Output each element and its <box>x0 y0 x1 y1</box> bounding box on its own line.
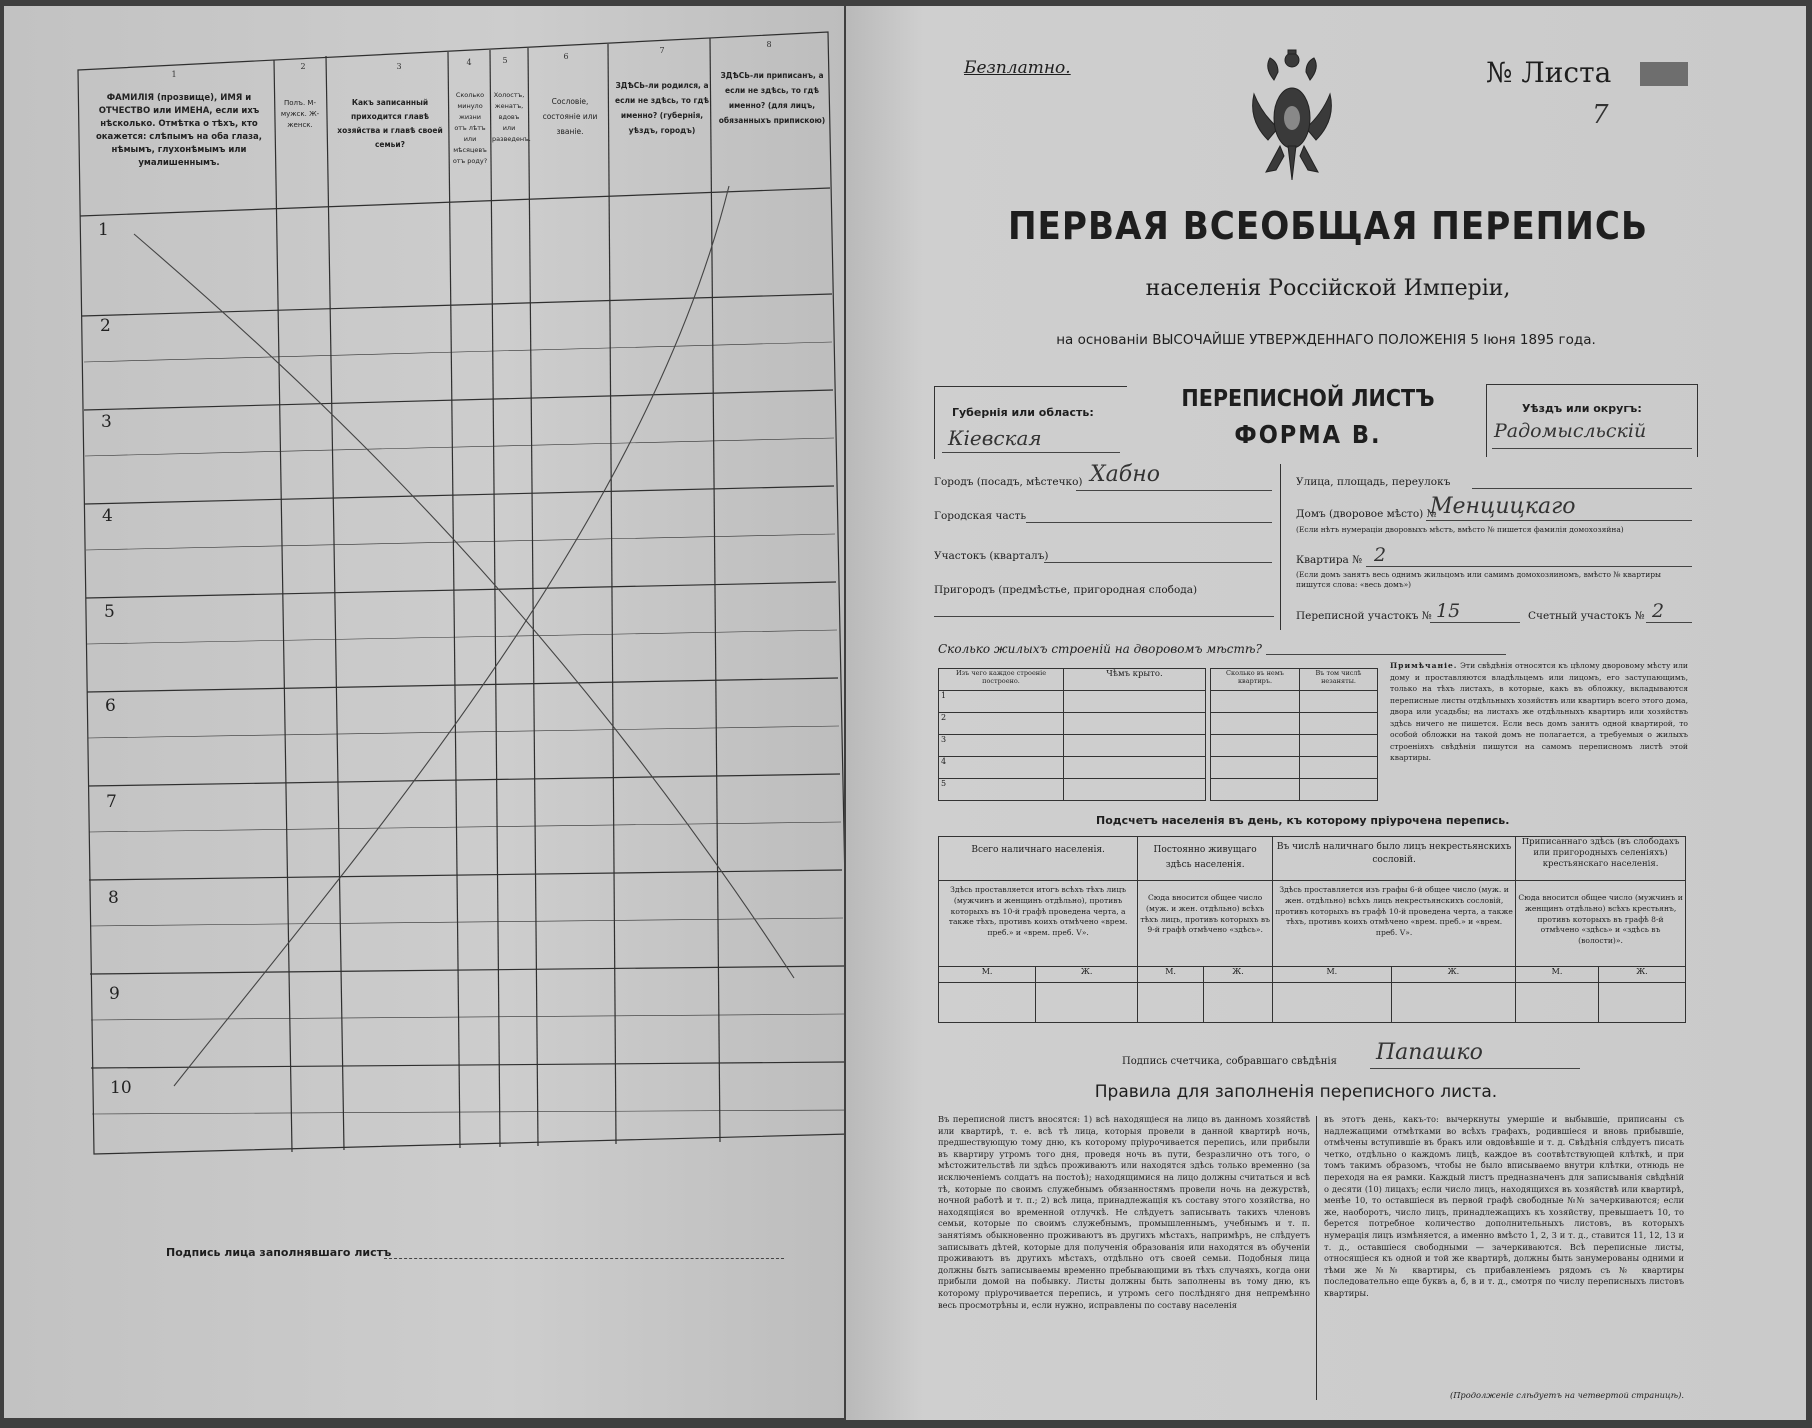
filler-signature-label: Подпись лица заполнявшаго листъ <box>166 1246 392 1259</box>
buildings-cell <box>1211 735 1300 757</box>
form-subtitle: ФОРМА В. <box>1234 420 1382 449</box>
sheet-number-label: № Листа <box>1486 56 1612 89</box>
row-number: 9 <box>109 984 120 1004</box>
house-value: Менцицкаго <box>1430 494 1576 519</box>
buildings-row-number: 1 <box>939 691 1064 713</box>
count-cell <box>939 983 1036 1023</box>
row-number: 3 <box>101 412 112 432</box>
note-label: Примѣчаніе. <box>1390 661 1458 670</box>
count-cell <box>1391 983 1516 1023</box>
address-divider <box>1280 464 1281 630</box>
count-header-non-peasant: Въ числѣ наличнаго было лицъ некрестьянскихъ сословій. <box>1273 837 1516 881</box>
count-header-peasant: Приписаннаго здѣсь (въ слободахъ или пригородныхъ селеніяхъ) крестьянскаго населенія. <box>1516 837 1686 881</box>
count-cell <box>1138 983 1204 1023</box>
buildings-row-number: 3 <box>939 735 1064 757</box>
rules-continued: (Продолженіе слѣдуетъ на четвертой страницѣ). <box>1449 1390 1684 1400</box>
count-district-line <box>1646 622 1692 623</box>
buildings-cell <box>1300 779 1378 801</box>
column-number: 8 <box>766 40 772 49</box>
city-value: Хабно <box>1090 462 1160 487</box>
column-header-marital: Холостъ, женатъ, вдовъ или разведенъ. <box>492 91 531 143</box>
guberniya-line <box>942 452 1120 453</box>
street-label: Улица, площадь, переулокъ <box>1296 476 1451 488</box>
count-header-total: Всего наличнаго населенія. <box>939 837 1138 881</box>
counter-signature-line <box>1370 1068 1580 1069</box>
street-line <box>1472 488 1692 489</box>
census-subtitle: населенія Россійской Имперіи, <box>1145 276 1511 301</box>
column-number: 4 <box>466 58 472 67</box>
census-title: ПЕРВАЯ ВСЕОБЩАЯ ПЕРЕПИСЬ <box>1007 204 1649 248</box>
column-header-registered: ЗДѢСЬ-ли приписанъ, а если не здѣсь, то гдѣ именно? (для лицъ, обязанныхъ припискою) <box>718 71 826 125</box>
form-title: ПЕРЕПИСНОЙ ЛИСТЪ <box>1181 386 1435 412</box>
column-header-relation: Какъ записанный приходится главѣ хозяйства и главѣ своей семьи? <box>337 98 443 149</box>
buildings-table-left <box>938 668 1206 801</box>
guberniya-value: Кіевская <box>948 426 1042 450</box>
census-district-value: 15 <box>1436 600 1461 622</box>
buildings-question: Сколько жилыхъ строеній на дворовомъ мѣстѣ? <box>938 642 1262 656</box>
rules-divider <box>1316 1116 1317 1400</box>
row-number: 5 <box>104 602 115 622</box>
female-label: Ж. <box>1036 967 1138 983</box>
row-number: 8 <box>108 888 119 908</box>
count-desc-non-peasant: Здѣсь проставляется изъ графы 6-й общее число (муж. и жен. отдѣльно) всѣхъ лицъ некрестьянскихъ сословій, противъ которыхъ въ графѣ 10-й проведена черта, а также тѣхъ, противъ коихъ отмѣчено «врем. преб.» и «врем. преб. V». <box>1273 881 1516 967</box>
male-label: М. <box>1138 967 1204 983</box>
column-number: 7 <box>659 46 665 55</box>
house-label: Домъ (дворовое мѣсто) № <box>1296 508 1437 520</box>
column-number: 2 <box>300 62 306 71</box>
row-number: 6 <box>105 696 116 716</box>
buildings-cell <box>1064 779 1206 801</box>
uezd-value: Радомысльскій <box>1494 420 1647 442</box>
census-grid <box>4 6 844 1418</box>
buildings-row-number: 2 <box>939 713 1064 735</box>
buildings-row-number: 4 <box>939 757 1064 779</box>
buildings-cell <box>1211 757 1300 779</box>
column-header-birthplace: ЗДѢСЬ-ли родился, а если не здѣсь, то гдѣ именно? (губернія, уѣздъ, городъ) <box>615 81 709 135</box>
count-cell <box>1036 983 1138 1023</box>
district-line <box>1044 562 1272 563</box>
city-label: Городъ (посадъ, мѣстечко) <box>934 476 1083 488</box>
row-number: 2 <box>100 316 111 336</box>
count-header-permanent: Постоянно живущаго здѣсь населенія. <box>1138 837 1273 881</box>
female-label: Ж. <box>1203 967 1272 983</box>
suburb-line <box>934 616 1274 617</box>
buildings-cell <box>1211 691 1300 713</box>
column-header-age: Сколько минуло жизни отъ лѣтъ или мѣсяцевъ отъ роду? <box>452 91 488 165</box>
apartment-value: 2 <box>1374 544 1387 566</box>
column-number: 6 <box>563 52 569 61</box>
rules-column-1: Въ переписной листъ вносятся: 1) всѣ находящіеся на лицо въ данномъ хозяйствѣ или квартирѣ, т. е. всѣ тѣ лица, которыя провели в данной квартирѣ ночь, предшествующую тому дню, къ которому пріурочивается перепись, или прибыли въ квартиру утромъ того дня, проведя ночь въ пути, безразлично отъ того, о мѣстожительствѣ ли здѣсь проживаютъ или находятся здѣсь только временно (за исключеніемъ солдатъ на постоѣ); находящимися на лицо должны считаться и всѣ тѣ, которые по своимъ служебнымъ обязанностямъ провели ночь на дежурствѣ, ночной работѣ и т. п.; 2) всѣ лица, принадлежащія къ составу этого хозяйства, но находящіяся во временной отлучкѣ. Не слѣдуетъ записывать такихъ членовъ семьи, которые по своимъ служебнымъ, промышленнымъ, учебнымъ и т. п. занятіямъ обыкновенно проживаютъ въ другихъ мѣстахъ, напримѣръ, не слѣдуетъ записывать дѣтей, которые для полученія образованія или находятся въ обученіи проживаютъ въ другихъ мѣстахъ, отдѣльно отъ своей семьи. Подобныя лица должны быть записываемы временно пребывающими въ тѣхъ случаяхъ, когда они прибыли домой на побывку. Листы должны быть заполнены въ тому дню, къ которому пріурочивается перепись, и утромъ сего послѣдняго дня непремѣнно весь просмотрѣны и, если нужно, исправлены по составу населенія <box>938 1114 1310 1310</box>
column-header-sex: Полъ. М-мужск. Ж-женск. <box>280 99 320 129</box>
count-title: Подсчетъ населенія въ день, къ которому пріурочена перепись. <box>1096 814 1510 827</box>
column-number: 5 <box>502 56 508 65</box>
female-label: Ж. <box>1391 967 1516 983</box>
row-number: 10 <box>110 1078 132 1098</box>
buildings-question-line <box>1266 654 1506 655</box>
guberniya-label: Губернія или область: <box>952 406 1094 419</box>
free-label: Безплатно. <box>964 58 1071 78</box>
column-header-name: ФАМИЛІЯ (прозвище), ИМЯ и ОТЧЕСТВО или ИМЕНА, если ихъ нѣсколько. Отмѣтка о тѣхъ, кто окажется: слѣпымъ на оба глаза, нѣмымъ, глухонѣмымъ или умалишеннымъ. <box>95 93 263 168</box>
rules-column-2: въ этотъ день, какъ-то: вычеркнуты умершіе и выбывшіе, приписаны съ надлежащими отмѣтками во всѣхъ графахъ, родившіеся и вновь прибывшіе, отмѣчены вступившіе въ бракъ или овдовѣвшіе и т. д. Свѣдѣнія слѣдуетъ писать четко, отдѣльно о каждомъ лицѣ, каждое въ соотвѣтствующей клѣткѣ, и при томъ такимъ образомъ, чтобы не было вписываемо внутри клѣтки, отнюдь не переходя на ея рамки. Каждый листъ предназначенъ для записыванія свѣдѣній о десяти (10) лицахъ; если число лицъ, находящихся въ хозяйствѣ или квартирѣ, менѣе 10, то оставшіеся въ первой графѣ свободные №№ зачеркиваются; если же, наоборотъ, число лицъ, принадлежащихъ къ хозяйству, превышаетъ 10, то берется потребное количество дополнительныхъ листовъ, въ которыхъ нумерація лицъ измѣняется, а именно вмѣсто 1, 2, 3 и т. д., ставится 11, 12, 13 и т. д., оставшіеся свободными — зачеркиваются. Всѣ переписные листы, относящіеся къ одной и той же квартирѣ, должны быть занумерованы одними и тѣми же №№ квартиры, съ прибавленіемъ рядомъ съ № квартиры последовательно еще буквъ а, б, в и т. д., смотря по числу переписныхъ листовъ квартиры. <box>1324 1114 1684 1298</box>
rules-title: Правила для заполненія переписного листа. <box>1094 1082 1498 1102</box>
imperial-eagle-emblem <box>1244 46 1340 186</box>
suburb-label: Пригородъ (предмѣстье, пригородная слобода) <box>934 584 1198 596</box>
filler-signature-line <box>384 1258 784 1259</box>
male-label: М. <box>1273 967 1392 983</box>
column-header-estate: Сословіе, состояніе или званіе. <box>542 97 598 136</box>
uezd-line <box>1492 448 1692 449</box>
buildings-header: Въ том числѣ незаняты. <box>1300 669 1378 691</box>
counter-signature-value: Папашко <box>1376 1040 1483 1065</box>
buildings-cell <box>1211 779 1300 801</box>
count-cell <box>1598 983 1685 1023</box>
city-part-line <box>1026 522 1272 523</box>
row-number: 1 <box>98 220 109 240</box>
buildings-cell <box>1300 757 1378 779</box>
census-basis: на основаніи ВЫСОЧАЙШЕ УТВЕРЖДЕННАГО ПОЛОЖЕНІЯ 5 Іюня 1895 года. <box>1056 332 1596 348</box>
count-cell <box>1273 983 1392 1023</box>
apartment-label: Квартира № <box>1296 554 1363 566</box>
count-district-label: Счетный участокъ № <box>1528 610 1645 622</box>
city-part-label: Городская часть <box>934 510 1027 522</box>
sheet-number-redaction <box>1640 62 1688 86</box>
row-number: 7 <box>106 792 117 812</box>
apartment-line <box>1366 566 1692 567</box>
buildings-cell <box>1064 691 1206 713</box>
buildings-cell <box>1211 713 1300 735</box>
buildings-cell <box>1064 757 1206 779</box>
count-desc-permanent: Сюда вносится общее число (муж. и жен. отдѣльно) всѣхъ тѣхъ лицъ, противъ которыхъ въ 9-й графѣ отмѣчено «здѣсь». <box>1138 881 1273 967</box>
buildings-header: Чѣмъ крыто. <box>1064 669 1206 691</box>
column-number: 3 <box>396 62 402 71</box>
buildings-cell <box>1300 735 1378 757</box>
buildings-row-number: 5 <box>939 779 1064 801</box>
buildings-table-right <box>1210 668 1378 801</box>
left-page <box>4 6 844 1418</box>
buildings-cell <box>1064 735 1206 757</box>
census-district-line <box>1430 622 1520 623</box>
count-cell <box>1516 983 1599 1023</box>
buildings-cell <box>1300 691 1378 713</box>
count-desc-total: Здѣсь проставляется итогъ всѣхъ тѣхъ лицъ (мужчинъ и женщинъ отдѣльно), противъ которыхъ въ 10-й графѣ проведена черта, а также тѣхъ, противъ коихъ отмѣчено «врем. преб.» и «врем. преб. V». <box>939 881 1138 967</box>
buildings-header: Сколько въ немъ квартиръ. <box>1211 669 1300 691</box>
male-label: М. <box>939 967 1036 983</box>
note-text: Эти свѣдѣнія относятся къ цѣлому дворовому мѣсту или дому и проставляются владѣльцемъ или лицомъ, его заступающимъ, только на тѣхъ листахъ, в которые, какъ въ обложку, вкладываются переписные листы отдѣльныхъ хозяйствъ или квартиръ всего этого дома, двора или усадьбы; на листахъ же отдѣльныхъ квартиръ или хозяйствъ здѣсь ничего не пишется. Если весь домъ занятъ одной квартирой, то особой обложки на такой домъ не полагается, а требуемыя о жилыхъ строеніяхъ свѣдѣнія пишутся на самомъ переписномъ листѣ этой квартиры. <box>1390 661 1688 762</box>
uezd-label: Уѣздъ или округъ: <box>1522 402 1642 415</box>
note-block <box>1390 660 1688 764</box>
city-line <box>1076 490 1272 491</box>
district-label: Участокъ (кварталъ) <box>934 550 1049 562</box>
house-line <box>1426 520 1692 521</box>
count-cell <box>1203 983 1272 1023</box>
male-label: М. <box>1516 967 1599 983</box>
count-desc-peasant: Сюда вносится общее число (мужчинъ и женщинъ отдѣльно) всѣхъ крестьянъ, противъ которыхъ въ графѣ 8-й отмѣчено «здѣсь» и «здѣсь въ (волости)». <box>1516 881 1686 967</box>
count-district-value: 2 <box>1652 600 1665 622</box>
house-note: (Если нѣтъ нумераціи дворовыхъ мѣстъ, вмѣсто № пишется фамилія домохозяйна) <box>1296 525 1624 534</box>
right-page <box>846 6 1806 1420</box>
population-count-table <box>938 836 1686 1023</box>
row-number: 4 <box>102 506 113 526</box>
apartment-note: (Если домъ занятъ весь однимъ жильцомъ или самимъ домохозяиномъ, вмѣсто № квартиры пишутся слова: «весь домъ») <box>1296 570 1661 589</box>
column-number: 1 <box>171 70 177 79</box>
sheet-number-value: 7 <box>1592 100 1609 130</box>
buildings-cell <box>1064 713 1206 735</box>
buildings-cell <box>1300 713 1378 735</box>
counter-signature-label: Подпись счетчика, собравшаго свѣдѣнія <box>1122 1056 1337 1067</box>
female-label: Ж. <box>1598 967 1685 983</box>
buildings-header: Изъ чего каждое строеніе построено. <box>939 669 1064 691</box>
census-district-label: Переписной участокъ № <box>1296 610 1432 622</box>
